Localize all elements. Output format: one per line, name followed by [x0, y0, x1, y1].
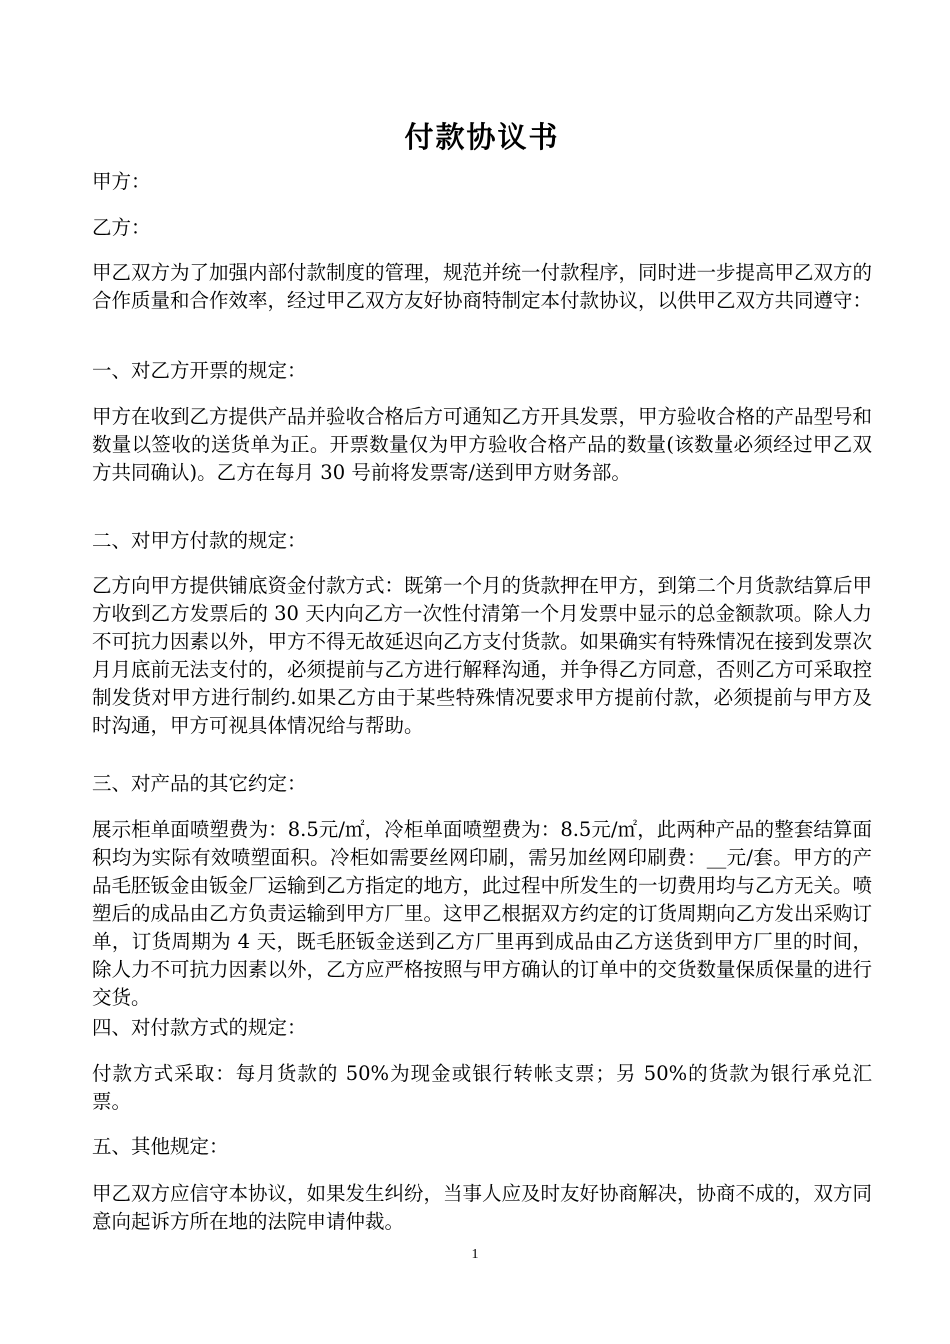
- party-b-label: 乙方：: [92, 216, 151, 239]
- intro-paragraph: 甲乙双方为了加强内部付款制度的管理，规范并统一付款程序，同时进一步提高甲乙双方的合作质量和合作效率，经过甲乙双方友好协商特制定本付款协议，以供甲乙双方共同遵守：: [92, 261, 873, 312]
- section-heading-3: 三、对产品的其它约定：: [92, 772, 307, 795]
- page-number: 1: [471, 1247, 479, 1262]
- section-heading-5: 五、其他规定：: [92, 1135, 229, 1158]
- section-body-4: 付款方式采取：每月货款的 50%为现金或银行转帐支票；另 50%的货款为银行承兑汇票。: [92, 1062, 872, 1113]
- section-heading-1: 一、对乙方开票的规定：: [92, 359, 307, 382]
- section-body-1: 甲方在收到乙方提供产品并验收合格后方可通知乙方开具发票，甲方验收合格的产品型号和数量以签收的送货单为正。开票数量仅为甲方验收合格产品的数量(该数量必须经过甲乙双方共同确认)。乙方在每月 30 号前将发票寄/送到甲方财务部。: [92, 405, 873, 484]
- section-body-2: 乙方向甲方提供铺底资金付款方式：既第一个月的货款押在甲方，到第二个月货款结算后甲方收到乙方发票后的 30 天内向乙方一次性付清第一个月发票中显示的总金额款项。除人力不可抗力因素以外，甲方不得无故延迟向乙方支付货款。如果确实有特殊情况在接到发票次月月底前无法支付的，必须提前与乙方进行解释沟通，并争得乙方同意，否则乙方可采取控制发货对甲方进行制约.如果乙方由于某些特殊情况要求甲方提前付款，必须提前与甲方及时沟通，甲方可视具体情况给与帮助。: [92, 574, 873, 737]
- section-body-3: 展示柜单面喷塑费为：8.5元/㎡，冷柜单面喷塑费为：8.5元/㎡，此两种产品的整套结算面积均为实际有效喷塑面积。冷柜如需要丝网印刷，需另加丝网印刷费：__元/套。甲方的产品毛胚钣金由钣金厂运输到乙方指定的地方，此过程中所发生的一切费用均与乙方无关。喷塑后的成品由乙方负责运输到甲方厂里。这甲乙根据双方约定的订货周期向乙方发出采购订单，订货周期为 4 天，既毛胚钣金送到乙方厂里再到成品由乙方送货到甲方厂里的时间，除人力不可抗力因素以外，乙方应严格按照与甲方确认的订单中的交货数量保质保量的进行交货。: [92, 818, 873, 1009]
- section-heading-4: 四、对付款方式的规定：: [92, 1016, 307, 1039]
- document-title: 付款协议书: [404, 120, 560, 155]
- section-heading-2: 二、对甲方付款的规定：: [92, 529, 307, 552]
- party-a-label: 甲方：: [92, 170, 151, 193]
- section-body-5: 甲乙双方应信守本协议，如果发生纠纷，当事人应及时友好协商解决，协商不成的，双方同意向起诉方所在地的法院申请仲裁。: [92, 1182, 873, 1233]
